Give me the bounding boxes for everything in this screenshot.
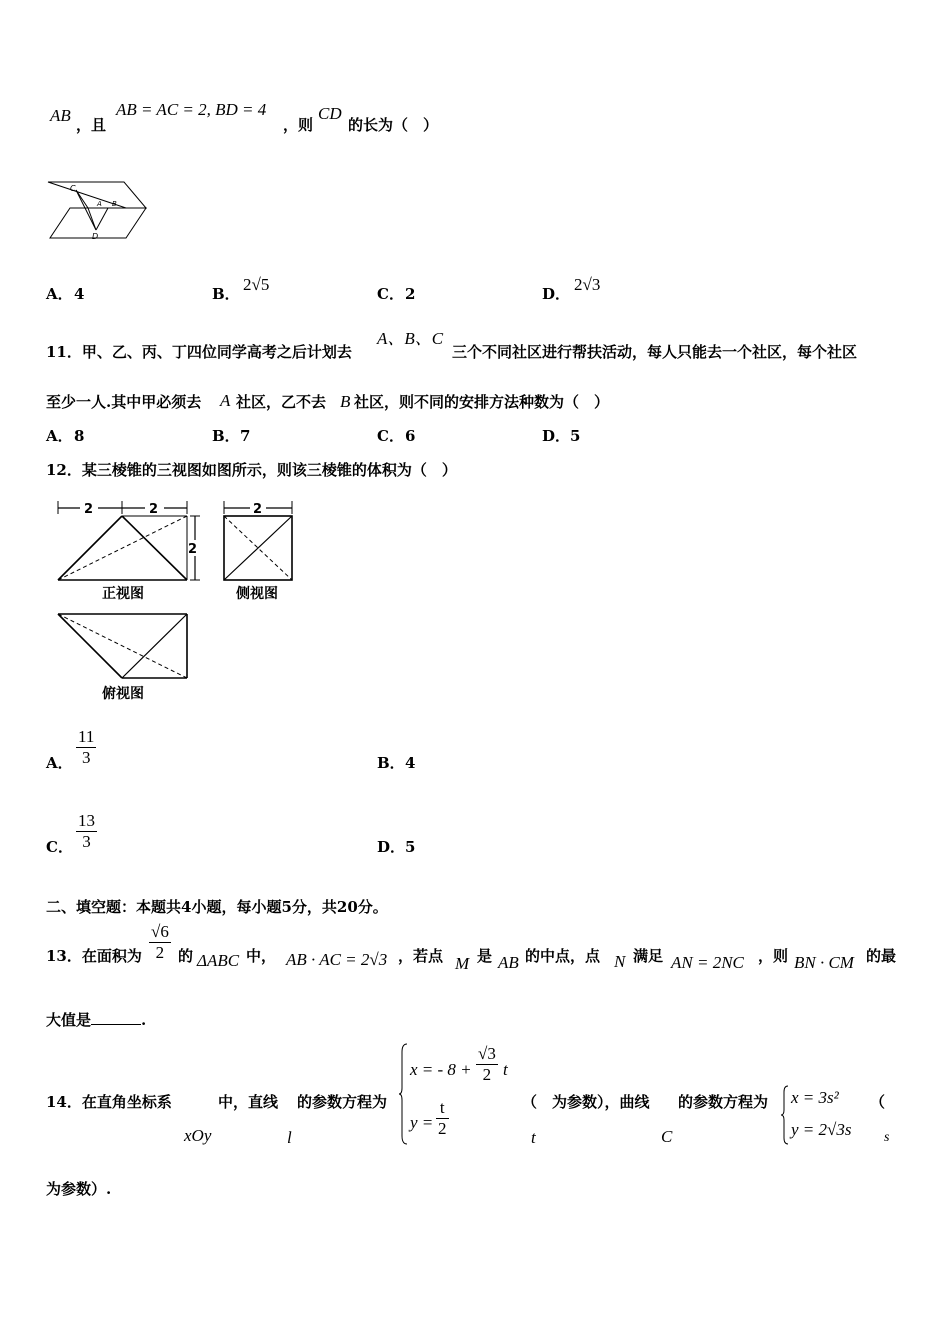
q14-curve-y: y = 2√3s xyxy=(791,1120,852,1139)
q11-option-d-value: 5 xyxy=(570,427,581,445)
section2-heading: 二、填空题：本题共4小题，每小题5分，共20分。 xyxy=(46,898,388,916)
q13-ab: AB xyxy=(498,953,519,972)
q12-option-b-value: 4 xyxy=(405,754,416,772)
q14-line-y-num: t xyxy=(436,1098,449,1119)
q10-then: ，则 xyxy=(283,116,314,134)
q14-text-3: 的参数方程为 xyxy=(297,1093,388,1111)
q13-line2-end: . xyxy=(141,1011,147,1029)
q14-line-x-pre: x = - 8 + xyxy=(410,1060,472,1079)
q12-caption-front: 正视图 xyxy=(102,586,144,602)
q13-an-condition: AN = 2NC xyxy=(671,953,744,972)
q10-option-c-label: C． xyxy=(377,285,404,303)
q13-text-9: 的最 xyxy=(866,947,897,965)
q11-option-c-label: C． xyxy=(377,427,404,445)
q11-line2-c: 社区，则不同的安排方法种数为（ ） xyxy=(354,393,610,411)
q12-dim-front-left: 2 xyxy=(84,502,94,517)
q10-label-a: A xyxy=(97,200,102,208)
q13-text-5: 是 xyxy=(477,947,493,965)
q14-text-2: 中，直线 xyxy=(218,1093,279,1111)
q10-label-c: C xyxy=(70,184,76,193)
q13-text-2: 的 xyxy=(178,947,194,965)
q10-option-c-value: 2 xyxy=(405,285,416,303)
q14-text-5: 的参数方程为 xyxy=(678,1093,769,1111)
q13-answer-blank[interactable] xyxy=(91,1010,141,1025)
q11-b: B xyxy=(340,392,351,411)
q13-text-6: 的中点，点 xyxy=(525,947,601,965)
q13-triangle: ΔABC xyxy=(197,951,240,970)
q13-text-7: 满足 xyxy=(633,947,664,965)
q11-option-d-label: D． xyxy=(542,427,571,445)
q13-m: M xyxy=(455,954,470,973)
q12-caption-top: 俯视图 xyxy=(102,686,144,702)
q14-line-x-frac xyxy=(476,1044,498,1085)
q10-option-d-label: D． xyxy=(542,285,571,303)
q14-line-y-frac xyxy=(436,1098,449,1139)
q10-cd: CD xyxy=(318,104,342,123)
q12-option-c-num: 13 xyxy=(78,811,95,830)
q11-line2-a: 至少一人.其中甲必须去 xyxy=(46,393,202,411)
q11-option-a-value: 8 xyxy=(74,427,85,445)
q10-option-d-value: 2√3 xyxy=(574,275,601,294)
q13-line2 xyxy=(46,1010,146,1029)
q11-option-c-value: 6 xyxy=(405,427,416,445)
q10-ab: AB xyxy=(50,106,71,125)
q14-line-y-pre: y = xyxy=(410,1113,434,1132)
q14-text-4: （ 为参数），曲线 xyxy=(522,1093,650,1111)
q14-line2: 为参数）. xyxy=(46,1180,112,1198)
q12-option-a-num: 11 xyxy=(78,727,95,746)
q12-option-c-label: C． xyxy=(46,838,73,856)
q12-option-a-label: A． xyxy=(46,754,73,772)
q10-option-a-label: A． xyxy=(46,285,73,303)
q13-text-3: 中， xyxy=(246,947,277,965)
q12-option-c-frac xyxy=(76,811,97,852)
q13-bn-cm: BN · CM xyxy=(794,953,854,972)
q12-dim-side-top: 2 xyxy=(253,502,263,517)
q14-line-x-num: √3 xyxy=(478,1044,496,1063)
q14-system2-brace xyxy=(781,1084,790,1146)
q13-n: N xyxy=(614,952,626,971)
q14-system1-brace xyxy=(399,1042,409,1146)
q11-line1-post: 三个不同社区进行帮扶活动，每人只能去一个社区，每个社区 xyxy=(452,343,858,361)
q13-area-num: √6 xyxy=(151,922,169,941)
q14-line-y-den: 2 xyxy=(438,1119,447,1138)
q10-option-a-value: 4 xyxy=(74,285,85,303)
q14-line-x-post: t xyxy=(503,1060,508,1079)
q13-text-8: ，则 xyxy=(758,947,789,965)
q11-option-b-value: 7 xyxy=(240,427,251,445)
q10-figure xyxy=(46,178,150,242)
q12-option-d-value: 5 xyxy=(405,838,416,856)
q10-and: ，且 xyxy=(76,116,107,134)
q13-text-4: ，若点 xyxy=(398,947,444,965)
q11-a: A xyxy=(220,391,231,410)
q12-caption-side: 侧视图 xyxy=(236,586,278,602)
q12-option-b-label: B． xyxy=(377,754,405,772)
q12-dim-front-right: 2 xyxy=(149,502,159,517)
q10-option-b-value: 2√5 xyxy=(243,275,270,294)
q13-text-1: 13．在面积为 xyxy=(46,947,142,965)
q13-line2-text: 大值是 xyxy=(46,1011,92,1029)
q14-text-6: （ xyxy=(870,1093,886,1111)
q12-option-a-den: 3 xyxy=(81,748,91,767)
q14-text-1: 14．在直角坐标系 xyxy=(46,1093,172,1111)
q12-stem: 12．某三棱锥的三视图如图所示，则该三棱锥的体积为（ ） xyxy=(46,461,457,479)
q13-area-frac xyxy=(149,922,171,963)
q10-condition: AB = AC = 2, BD = 4 xyxy=(116,100,267,119)
q12-option-d-label: D． xyxy=(377,838,406,856)
q12-three-view-figure xyxy=(50,498,300,708)
q11-option-a-label: A． xyxy=(46,427,73,445)
q12-option-a-frac xyxy=(76,727,96,768)
q11-communities: A、B、C xyxy=(377,329,444,348)
q13-dot-product: AB · AC = 2√3 xyxy=(286,950,388,969)
q14-curve-c: C xyxy=(661,1127,673,1146)
q11-option-b-label: B． xyxy=(212,427,240,445)
q11-line2-b: 社区，乙不去 xyxy=(236,393,327,411)
q11-line1-pre: 11．甲、乙、丙、丁四位同学高考之后计划去 xyxy=(46,343,352,361)
q14-xoy: xOy xyxy=(184,1126,212,1145)
q14-l: l xyxy=(287,1128,292,1147)
q10-option-b-label: B． xyxy=(212,285,240,303)
q14-curve-x: x = 3s² xyxy=(791,1088,839,1107)
q10-ask: 的长为（ ） xyxy=(348,116,439,134)
q12-dim-front-height: 2 xyxy=(188,542,198,557)
q10-label-d: D xyxy=(92,232,99,241)
q13-area-den: 2 xyxy=(155,943,165,962)
q12-option-c-den: 3 xyxy=(82,832,91,851)
q14-param-s: s xyxy=(884,1130,890,1145)
q14-param-t: t xyxy=(531,1128,536,1147)
q14-line-x-den: 2 xyxy=(482,1065,492,1084)
q10-label-b: B xyxy=(112,200,117,208)
